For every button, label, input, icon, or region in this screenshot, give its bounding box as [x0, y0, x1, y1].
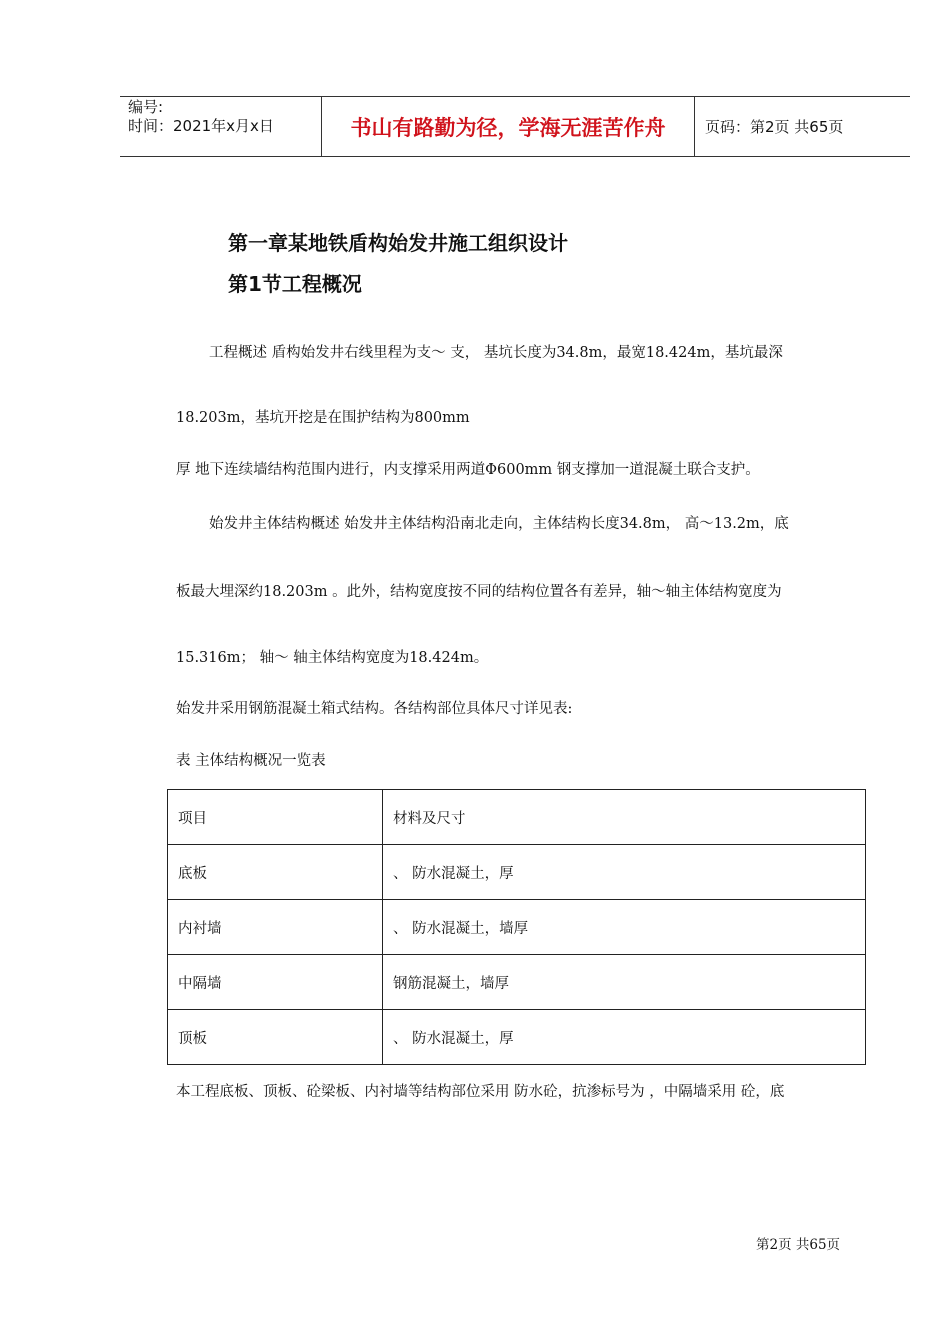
table-cell-material: 、 防水混凝土，厚 [383, 845, 866, 900]
table-header-row [168, 790, 866, 845]
header-motto: 书山有路勤为径，学海无涯苦作舟 [350, 116, 666, 140]
structure-summary-table [167, 789, 866, 1065]
table-header-cell: 材料及尺寸 [383, 790, 866, 845]
paragraph-structure-line1: 始发井主体结构概述 始发井主体结构沿南北走向，主体结构长度34.8m， 高～13.2m，底 [209, 516, 789, 532]
chapter-title: 第一章某地铁盾构始发井施工组织设计 [228, 231, 568, 255]
table-row [168, 1010, 866, 1065]
table-row [168, 845, 866, 900]
table-cell-item: 内衬墙 [168, 900, 383, 955]
paragraph-structure-line2: 板最大埋深约18.203m 。此外，结构宽度按不同的结构位置各有差异，轴～轴主体结构宽度为 [176, 584, 782, 600]
paragraph-structure-line3: 15.316m； 轴～ 轴主体结构宽度为18.424m。 [176, 650, 489, 666]
header-meta [128, 98, 274, 136]
table-cell-material: 钢筋混凝土，墙厚 [383, 955, 866, 1010]
table-row [168, 900, 866, 955]
footer-page-number: 第2页 共65页 [756, 1237, 841, 1253]
table-cell-item: 顶板 [168, 1010, 383, 1065]
table-cell-material: 、 防水混凝土，厚 [383, 1010, 866, 1065]
time-label: 时间：2021年x月x日 [128, 117, 274, 135]
section-title: 第1节工程概况 [228, 272, 362, 296]
header-divider-right [694, 96, 695, 157]
paragraph-overview-line2: 18.203m，基坑开挖是在围护结构为800mm [176, 410, 470, 426]
table-caption: 表 主体结构概况一览表 [176, 753, 326, 769]
number-label: 编号: [128, 98, 164, 116]
table-cell-item: 中隔墙 [168, 955, 383, 1010]
paragraph-waterproof: 本工程底板、顶板、砼梁板、内衬墙等结构部位采用 防水砼，抗渗标号为 ，中隔墙采用 砼，底 [176, 1084, 785, 1100]
table-cell-material: 、 防水混凝土，墙厚 [383, 900, 866, 955]
paragraph-box-structure: 始发井采用钢筋混凝土箱式结构。各结构部位具体尺寸详见表: [176, 701, 573, 717]
paragraph-overview-line3: 厚 地下连续墙结构范围内进行，内支撑采用两道Φ600mm 钢支撑加一道混凝土联合支护。 [176, 462, 760, 478]
table-header-cell: 项目 [168, 790, 383, 845]
table-cell-item: 底板 [168, 845, 383, 900]
table-row [168, 955, 866, 1010]
header-page-label: 页码：第2页 共65页 [705, 118, 844, 136]
paragraph-overview-line1: 工程概述 盾构始发井右线里程为支～ 支， 基坑长度为34.8m，最宽18.424m，基坑最深 [209, 345, 783, 361]
